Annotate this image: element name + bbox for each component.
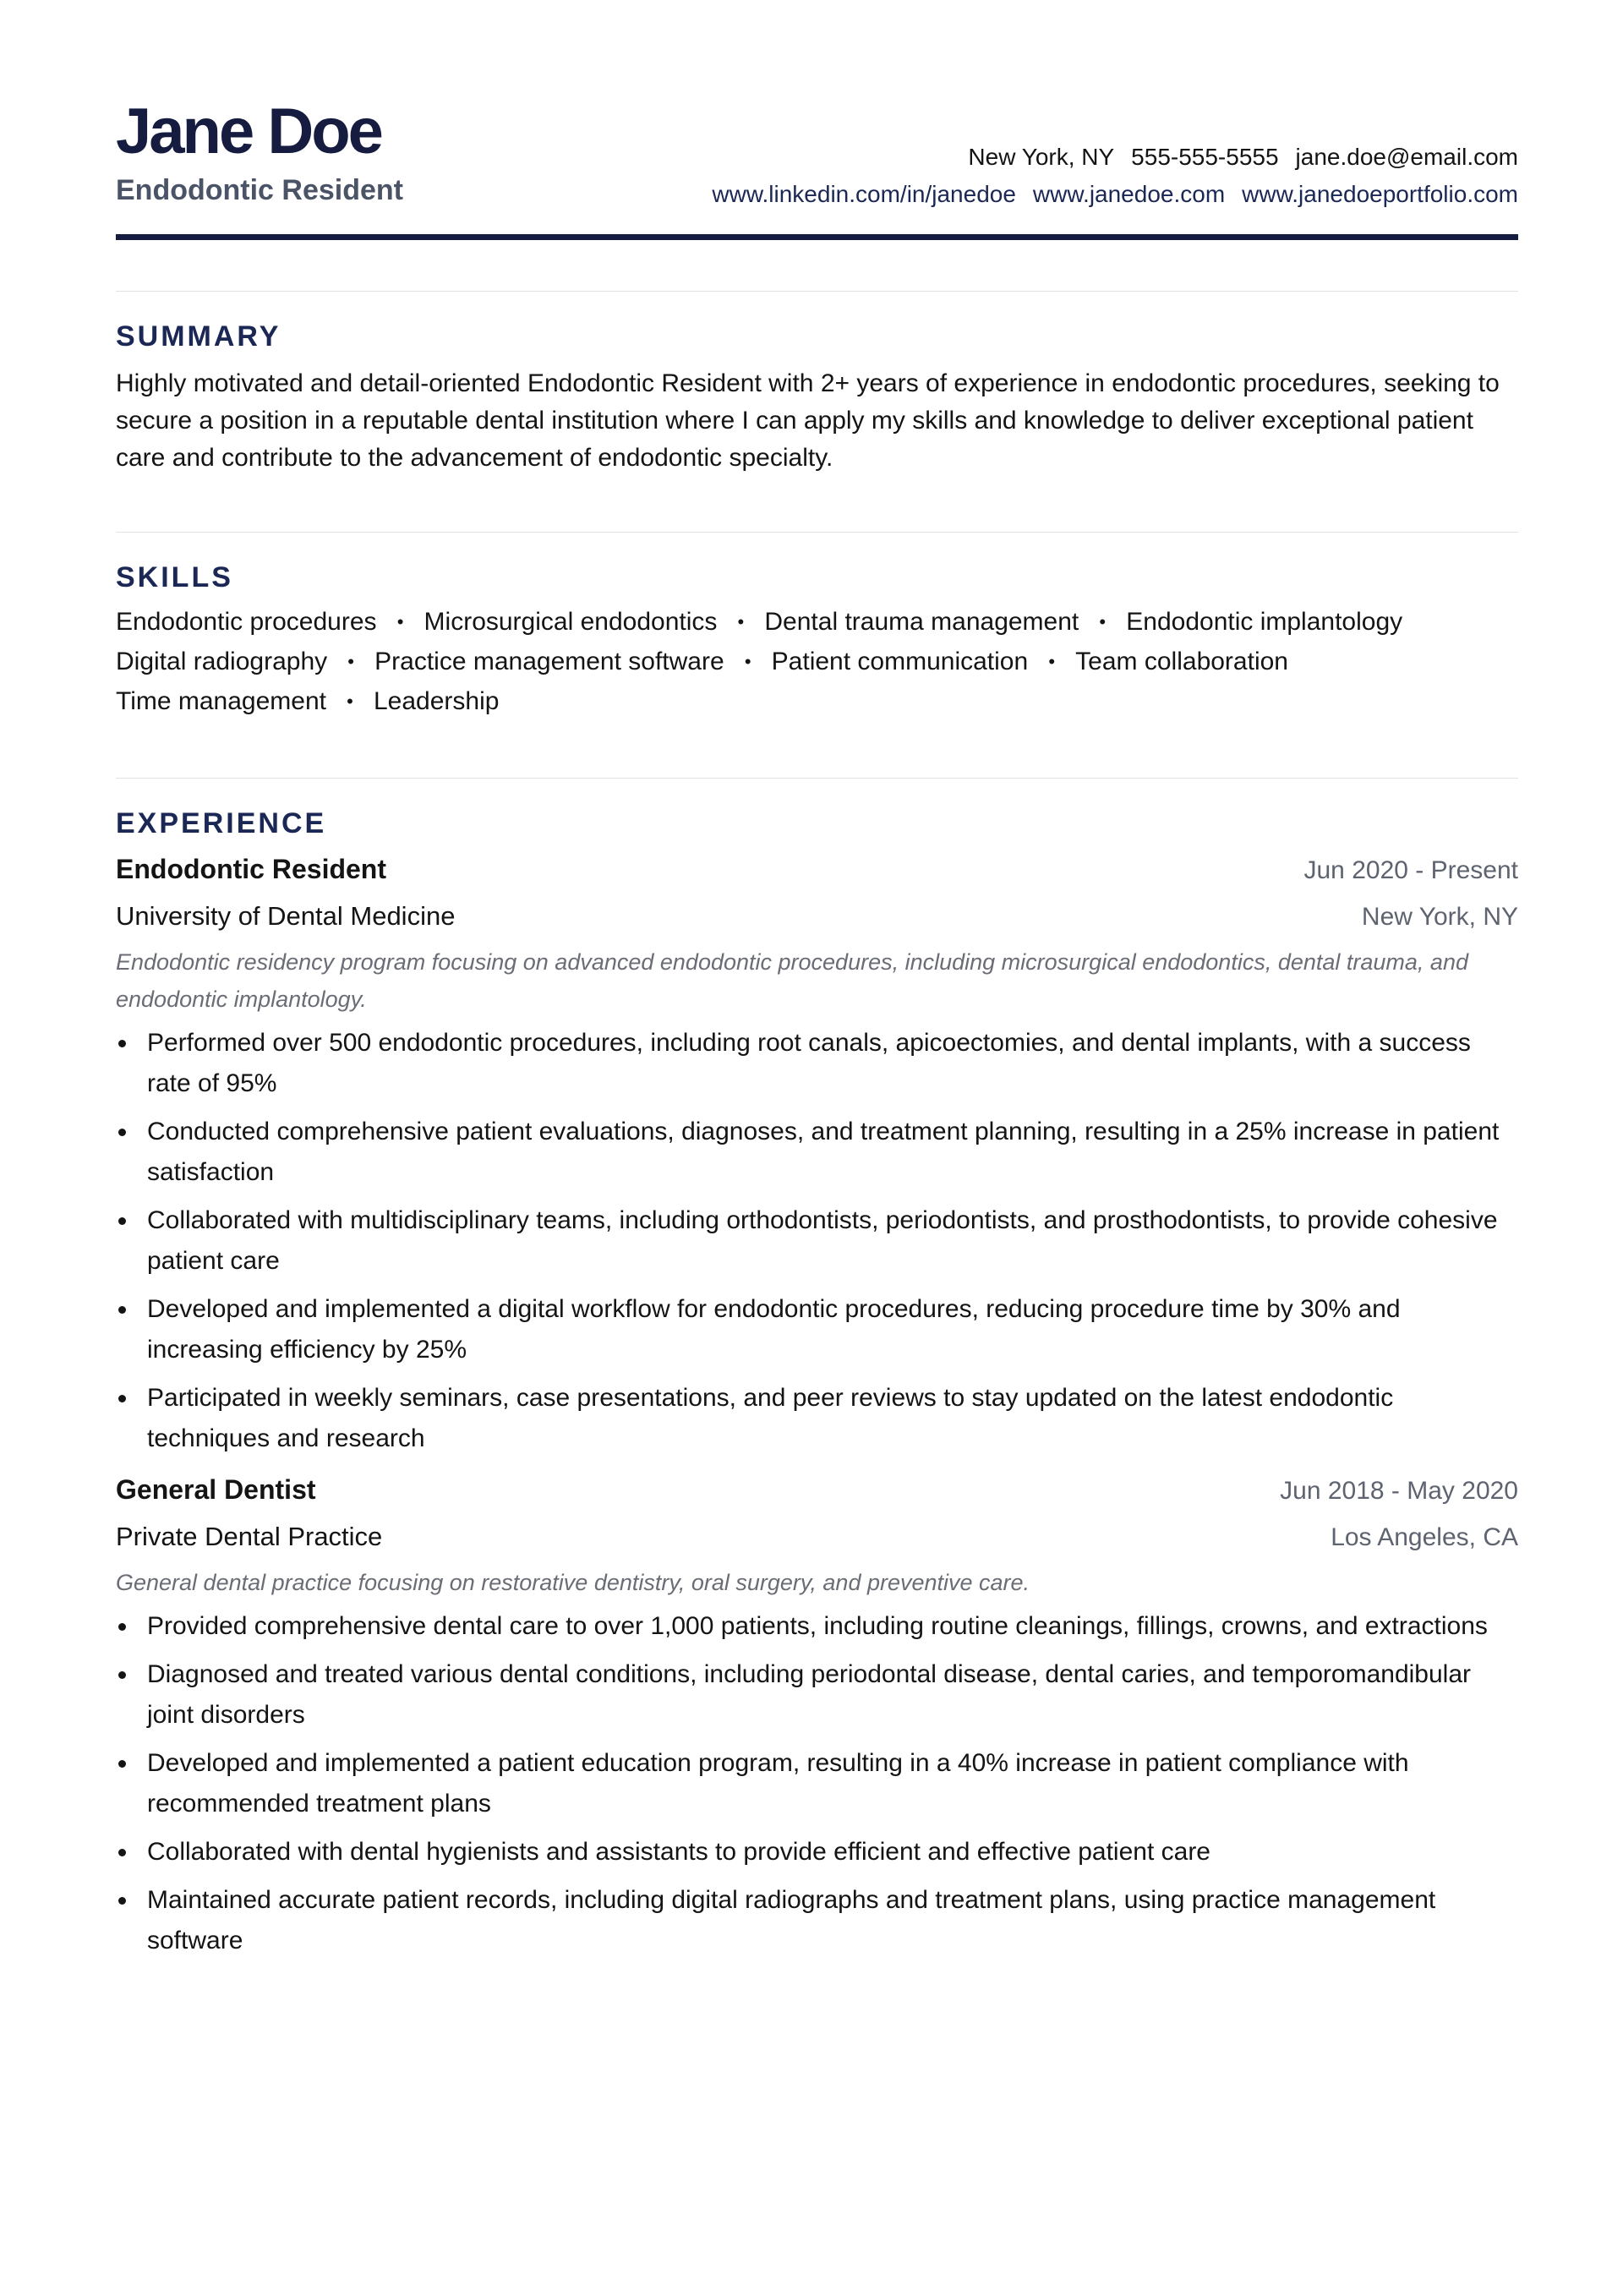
job-subheader — [116, 894, 1518, 940]
list-item: Performed over 500 endodontic procedures, including root canals, apicoectomies, and dental implants, with a success rate of 95% — [116, 1023, 1518, 1104]
job-bullets — [116, 1606, 1518, 1961]
list-item: Diagnosed and treated various dental conditions, including periodontal disease, dental caries, and temporomandibular joint disorders — [116, 1654, 1518, 1736]
job-location: Los Angeles, CA — [1331, 1523, 1518, 1551]
list-item: Provided comprehensive dental care to over 1,000 patients, including routine cleanings, fillings, crowns, and extractions — [116, 1606, 1518, 1647]
job-subheader — [116, 1514, 1518, 1561]
skill-separator: • — [1099, 611, 1107, 632]
list-item: Collaborated with dental hygienists and assistants to provide efficient and effective patient care — [116, 1832, 1518, 1872]
job-location: New York, NY — [1361, 903, 1518, 931]
contact-phone: 555-555-5555 — [1131, 144, 1279, 170]
experience-section — [116, 778, 1518, 1969]
job-company: University of Dental Medicine — [116, 901, 456, 931]
skill-separator: • — [1048, 651, 1056, 672]
list-item: Participated in weekly seminars, case presentations, and peer reviews to stay updated on the latest endodontic techniques and research — [116, 1378, 1518, 1459]
experience-title: EXPERIENCE — [116, 807, 327, 839]
contact-linkedin-link[interactable]: www.linkedin.com/in/janedoe — [712, 181, 1016, 207]
skill-separator: • — [347, 691, 353, 712]
contact-portfolio-link[interactable]: www.janedoeportfolio.com — [1242, 181, 1518, 207]
section-divider — [116, 291, 1518, 292]
job-title: Endodontic Resident — [116, 854, 386, 884]
resume-header — [116, 0, 1518, 245]
skill-item: Patient communication — [771, 648, 1029, 675]
list-item: Developed and implemented a digital workflow for endodontic procedures, reducing procedure time by 30% and increasing efficiency by 25% — [116, 1289, 1518, 1370]
job-date: Jun 2020 - Present — [1303, 856, 1518, 884]
job-entry — [116, 846, 1518, 1459]
skill-separator: • — [347, 651, 354, 672]
skills-row — [116, 642, 1518, 681]
summary-text: Highly motivated and detail-oriented Endodontic Resident with 2+ years of experience in endodontic procedures, seeking to secure a position in a reputable dental institution where I can apply my skills and knowledge to deliver exceptional patient care and contribute to the advancement of endodontic specialty. — [116, 369, 1500, 472]
skills-row — [116, 681, 1518, 721]
skill-item: Practice management software — [374, 648, 724, 675]
header-divider — [116, 234, 1518, 240]
contact-block — [712, 139, 1518, 213]
skills-section — [116, 532, 1518, 721]
contact-location: New York, NY — [968, 144, 1115, 170]
list-item: Maintained accurate patient records, including digital radiographs and treatment plans, using practice management software — [116, 1880, 1518, 1961]
job-header — [116, 846, 1518, 894]
job-description: General dental practice focusing on restorative dentistry, oral surgery, and preventive care. — [116, 1570, 1030, 1595]
skill-item: Time management — [116, 687, 326, 715]
skills-list — [116, 602, 1518, 721]
list-item: Conducted comprehensive patient evaluations, diagnoses, and treatment planning, resulting in a 25% increase in patient satisfaction — [116, 1112, 1518, 1193]
candidate-name: Jane Doe — [116, 96, 381, 167]
contact-row-links — [712, 176, 1518, 213]
summary-title: SUMMARY — [116, 320, 281, 353]
candidate-role: Endodontic Resident — [116, 174, 403, 206]
skill-item: Leadership — [374, 687, 500, 715]
job-entry — [116, 1467, 1518, 1961]
contact-website-link[interactable]: www.janedoe.com — [1032, 181, 1226, 207]
section-divider — [116, 532, 1518, 533]
skills-row — [116, 602, 1518, 642]
list-item: Developed and implemented a patient education program, resulting in a 40% increase in patient compliance with recommended treatment plans — [116, 1743, 1518, 1824]
skill-item: Microsurgical endodontics — [424, 608, 718, 636]
job-date: Jun 2018 - May 2020 — [1280, 1477, 1518, 1505]
job-header — [116, 1467, 1518, 1514]
job-description: Endodontic residency program focusing on advanced endodontic procedures, including microsurgical endodontics, dental trauma, and endodontic implantology. — [116, 949, 1468, 1012]
section-divider — [116, 778, 1518, 779]
skill-item: Dental trauma management — [764, 608, 1079, 636]
skill-separator: • — [744, 651, 751, 672]
summary-section — [116, 291, 1518, 477]
skill-separator: • — [737, 611, 745, 632]
list-item: Collaborated with multidisciplinary teams, including orthodontists, periodontists, and prosthodontists, to provide cohesive patient care — [116, 1200, 1518, 1282]
skill-separator: • — [396, 611, 404, 632]
contact-row-primary — [712, 139, 1518, 176]
skill-item: Digital radiography — [116, 648, 328, 675]
job-title: General Dentist — [116, 1474, 316, 1505]
contact-email[interactable]: jane.doe@email.com — [1295, 144, 1518, 170]
job-bullets — [116, 1023, 1518, 1459]
job-company: Private Dental Practice — [116, 1522, 383, 1551]
skill-item: Endodontic implantology — [1126, 608, 1403, 636]
skills-title: SKILLS — [116, 561, 233, 593]
skill-item: Endodontic procedures — [116, 608, 377, 636]
skill-item: Team collaboration — [1075, 648, 1288, 675]
